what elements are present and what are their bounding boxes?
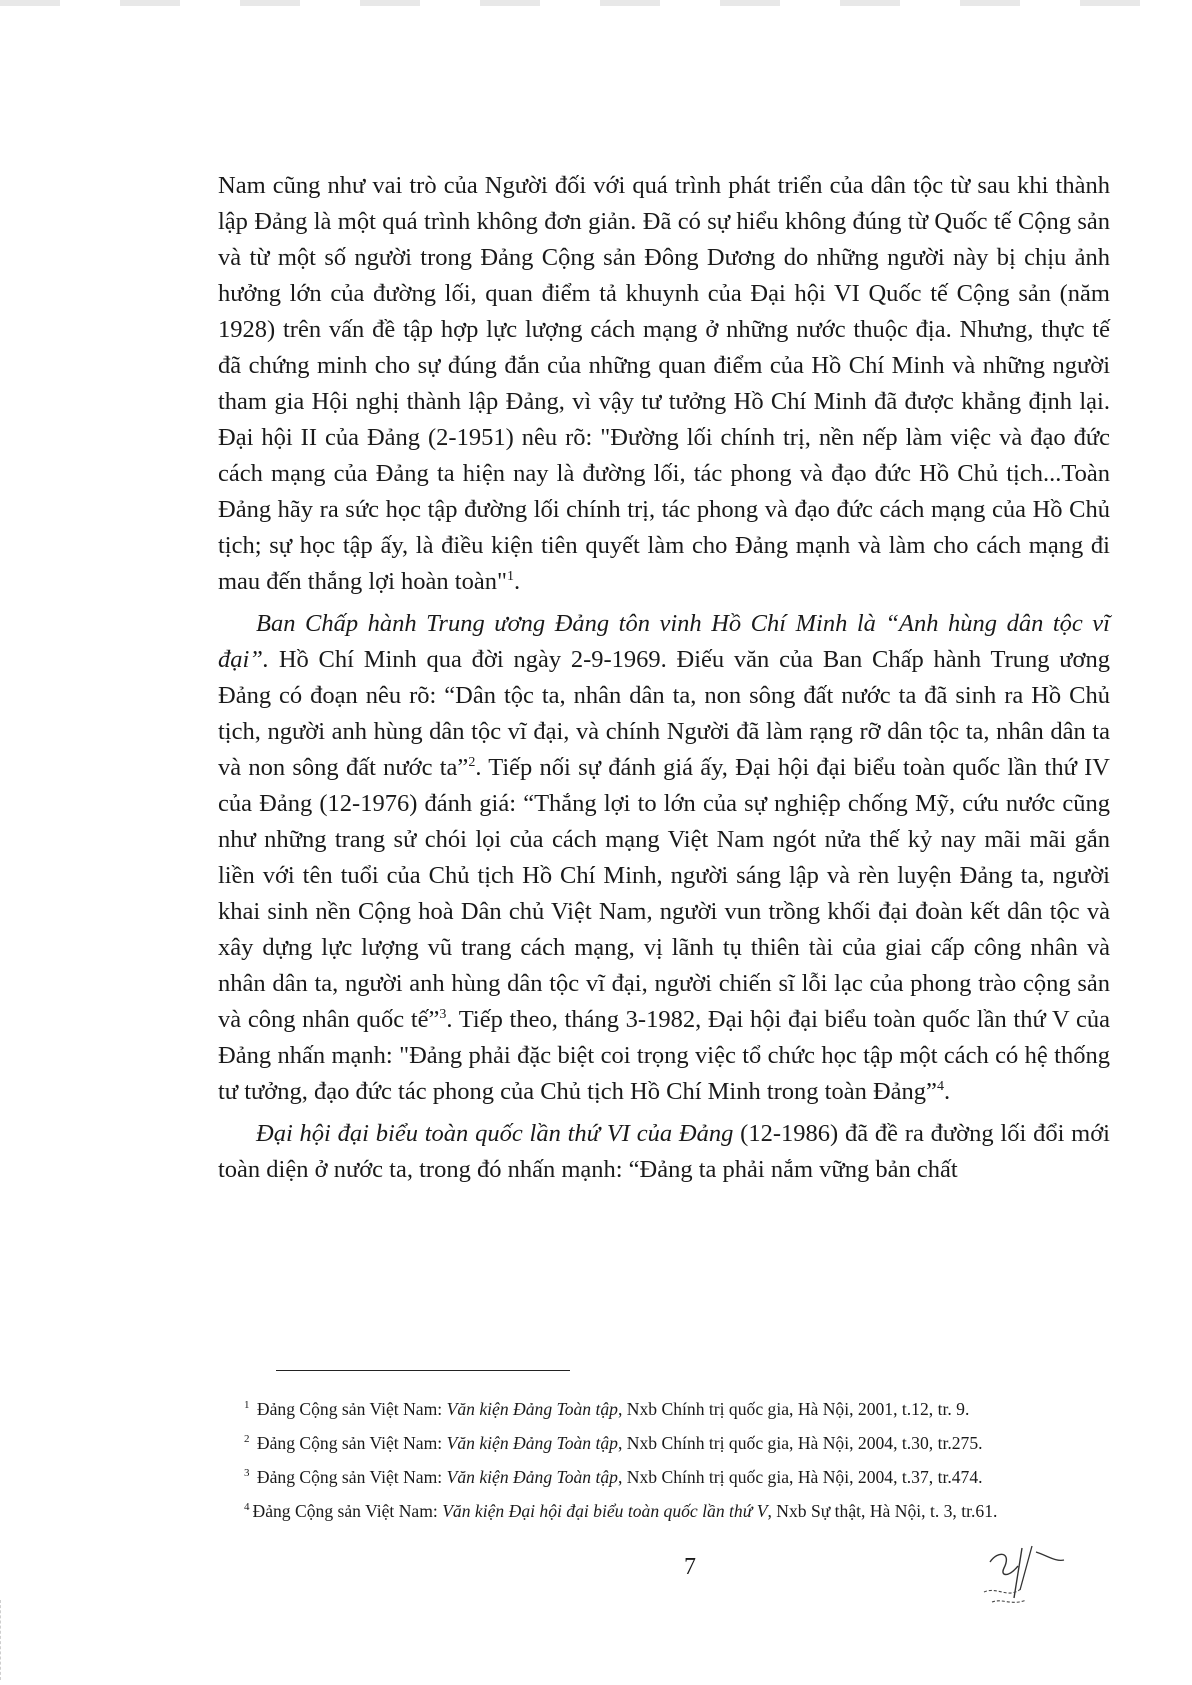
paragraph-anh-hung: Ban Chấp hành Trung ương Đảng tôn vinh Hồ Chí Minh là “Anh hùng dân tộc vĩ đại”. Hồ Chí Minh qua đời ngày 2-9-1969. Điếu văn của Ban Chấp hành Trung ương Đảng có đoạn nêu rõ: “Dân tộc ta, nhân dân ta, non sông đất nước ta đã sinh ra Hồ Chủ tịch, người anh hùng dân tộc vĩ đại, và chính Người đã làm rạng rỡ dân tộc ta, nhân dân ta và non sông đất nước ta”$^2$. Tiếp nối sự đánh giá ấy, Đại hội đại biểu toàn quốc lần thứ IV của Đảng (12-1976) đánh giá: “Thắng lợi to lớn của sự nghiệp chống Mỹ, cứu nước cũng như những trang sử chói lọi của cách mạng Việt Nam ngót nửa thế kỷ nay mãi mãi gắn liền với tên tuổi của Chủ tịch Hồ Chí Minh, người sáng lập và rèn luyện Đảng ta, người khai sinh nền Cộng hoà Dân chủ Việt Nam, người vun trồng khối đại đoàn kết dân tộc và xây dựng lực lượng vũ trang cách mạng, vị lãnh tụ thiên tài của giai cấp công nhân và nhân dân ta, người anh hùng dân tộc vĩ đại, người chiến sĩ lỗi lạc của phong trào cộng sản và công nhân quốc tế”$^3$. Tiếp theo, tháng 3-1982, Đại hội đại biểu toàn quốc lần thứ V của Đảng nhấn mạnh: "Đảng phải đặc biệt coi trọng việc tổ chức học tập một cách có hệ thống tư tưởng, đạo đức tác phong của Chủ tịch Hồ Chí Minh trong toàn Đảng”$^4$. bbox=[218, 610, 1110, 1105]
paragraph-continuation: Nam cũng như vai trò của Người đối với quá trình phát triển của dân tộc từ sau khi thành lập Đảng là một quá trình không đơn giản. Đã có sự hiểu không đúng từ Quốc tế Cộng sản và từ một số người trong Đảng Cộng sản Đông Dương do những người này bị chịu ảnh hưởng lớn của đường lối, quan điểm tả khuynh của Đại hội VI Quốc tế Cộng sản (năm 1928) trên vấn đề tập hợp lực lượng cách mạng ở những nước thuộc địa. Nhưng, thực tế đã chứng minh cho sự đúng đắn của những quan điểm của Hồ Chí Minh và những người tham gia Hội nghị thành lập Đảng, vì vậy tư tưởng Hồ Chí Minh đã được khẳng định lại. Đại hội II của Đảng (2-1951) nêu rõ: "Đường lối chính trị, nền nếp làm việc và đạo đức cách mạng của Đảng ta hiện nay là đường lối, tác phong và đạo đức Hồ Chủ tịch...Toàn Đảng hãy ra sức học tập đường lối chính trị, tác phong và đạo đức cách mạng của Hồ Chủ tịch; sự học tập ấy, là điều kiện tiên quyết làm cho Đảng mạnh và làm cho cách mạng đi mau đến thắng lợi hoàn toàn"$^1$. bbox=[218, 172, 1110, 595]
scan-left-edge bbox=[0, 1600, 41, 1680]
footnote-1: $^1$ Đảng Cộng sản Việt Nam: Văn kiện Đảng Toàn tập, Nxb Chính trị quốc gia, Hà Nội, 2001, t.12, tr. 9. bbox=[244, 1399, 970, 1419]
page-number: 7 bbox=[684, 1554, 696, 1580]
footnote-ref-4: 4 bbox=[936, 1079, 944, 1094]
paragraph-heading-italic: Đại hội đại biểu toàn quốc lần thứ VI của Đảng bbox=[256, 1120, 734, 1147]
paragraph-heading-italic: Ban Chấp hành Trung ương Đảng tôn vinh Hồ Chí Minh là “Anh hùng dân tộc vĩ đại”. bbox=[218, 610, 1110, 673]
handwritten-signature bbox=[978, 1540, 1068, 1610]
footnote-ref-1: 1 bbox=[507, 569, 514, 584]
footnote-3: $^3$ Đảng Cộng sản Việt Nam: Văn kiện Đảng Toàn tập, Nxb Chính trị quốc gia, Hà Nội, 2004, t.37, tr.474. bbox=[244, 1467, 983, 1487]
footnote-ref-2: 2 bbox=[468, 755, 476, 770]
footnote-4: $^4$ Đảng Cộng sản Việt Nam: Văn kiện Đại hội đại biểu toàn quốc lần thứ V, Nxb Sự thật, Hà Nội, t. 3, tr.61. bbox=[244, 1501, 998, 1521]
footnote-ref-3: 3 bbox=[439, 1007, 447, 1022]
footnote-2: $^2$ Đảng Cộng sản Việt Nam: Văn kiện Đảng Toàn tập, Nxb Chính trị quốc gia, Hà Nội, 2004, t.30, tr.275. bbox=[244, 1433, 983, 1453]
scan-top-edge bbox=[0, 0, 1192, 6]
paragraph-dai-hoi-vi: Đại hội đại biểu toàn quốc lần thứ VI của Đảng (12-1986) đã đề ra đường lối đổi mới toàn diện ở nước ta, trong đó nhấn mạnh: “Đảng ta phải nắm vững bản chất bbox=[218, 1120, 1110, 1183]
footnote-separator bbox=[276, 1370, 570, 1371]
footnotes bbox=[244, 1392, 1124, 1528]
body-text bbox=[218, 168, 1110, 1188]
